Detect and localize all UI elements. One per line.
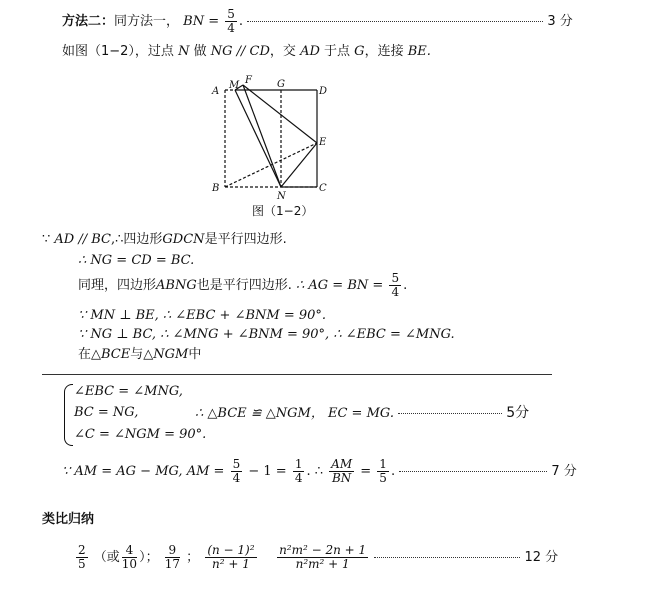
label-g: G (277, 79, 285, 90)
system-result: ∴ △BCE ≌ △NGM， EC = MG. 5分 (195, 405, 530, 421)
method2-expr: BN = (183, 14, 220, 29)
proof-line-2: ∴ NG = CD = BC. (78, 253, 195, 268)
label-d: D (319, 86, 328, 97)
construct-ad: AD (300, 44, 320, 59)
method2-end: . (238, 14, 244, 29)
construct-parallel: NG // CD (210, 44, 270, 59)
system-row-3: ∠C = ∠NGM = 90°. (74, 427, 207, 442)
label-a: A (212, 86, 220, 97)
construct-connect: ，连接 (364, 44, 404, 59)
analogy-line: $\frac{2}{5}$ （或 $\frac{4}{10}$ ）； $\frac{9}{17}$ ； $\frac{\text{(n − 1)²}}{\text{n² + 1}}$ $\frac{\text{n²m² − 2n + 1}}{\text{n²m² + 1}}$ 12 分 (78, 543, 559, 571)
label-b: B (212, 183, 220, 194)
label-m: M (229, 80, 240, 91)
proof-line-5: ∵ NG ⊥ BC, ∴ ∠MNG + ∠BNM = 90°, ∴ ∠EBC = ∠MNG. (78, 327, 455, 342)
construct-make: 做 (193, 44, 207, 59)
system-leader (398, 413, 502, 414)
method2-line (62, 8, 573, 36)
figure-caption: 图（1−2） (252, 204, 314, 218)
method2-frac: $\frac{5}{4}$ (227, 7, 235, 35)
label-f: F (245, 75, 252, 86)
proof-frac-ag: $\frac{5}{4}$ (391, 271, 400, 299)
system-brace (64, 384, 73, 446)
construct-prefix: 如图（1−2），过点 (62, 44, 174, 59)
construct-n: N (178, 44, 190, 59)
divider (42, 374, 552, 375)
method2-score: 3 分 (547, 14, 573, 29)
segment-en (281, 143, 317, 187)
method2-leader (247, 21, 543, 22)
geometry-figure (205, 75, 335, 200)
construct-g: G (354, 44, 365, 59)
analogy-heading: 类比归纳 (42, 512, 95, 527)
am-line: ∵ AM = AG − MG, AM = $\frac{5}{4}$ − 1 = $\frac{1}{4}$ . ∴ $\frac{AM}{BN}$ = $\frac{1}{5}$ . 7 分 (62, 457, 577, 485)
proof-line-6: 在△BCE与△NGM中 (78, 347, 202, 362)
construct-cross: ，交 (269, 44, 296, 59)
proof-line-3: 同理，四边形ABNG也是平行四边形. ∴ AG = BN = $\frac{5}{4}$ . (78, 271, 408, 299)
proof-line-1: ∵ AD // BC,∴四边形GDCN是平行四边形. (42, 232, 287, 247)
segment-mn (235, 90, 281, 187)
am-leader (399, 471, 547, 472)
construct-be: BE. (407, 44, 431, 59)
method2-label: 方法二： (62, 14, 115, 29)
method2-text: 同方法一， (114, 14, 180, 29)
construct-line (62, 42, 431, 62)
label-e: E (319, 137, 327, 148)
system-row-1: ∠EBC = ∠MNG, (74, 384, 183, 399)
system-row-2: BC = NG, (74, 405, 139, 420)
analogy-leader (374, 557, 520, 558)
label-n: N (277, 191, 286, 200)
construct-at: 于点 (324, 44, 351, 59)
proof-line-4: ∵ MN ⊥ BE, ∴ ∠EBC + ∠BNM = 90°. (78, 308, 327, 323)
label-c: C (319, 183, 327, 194)
